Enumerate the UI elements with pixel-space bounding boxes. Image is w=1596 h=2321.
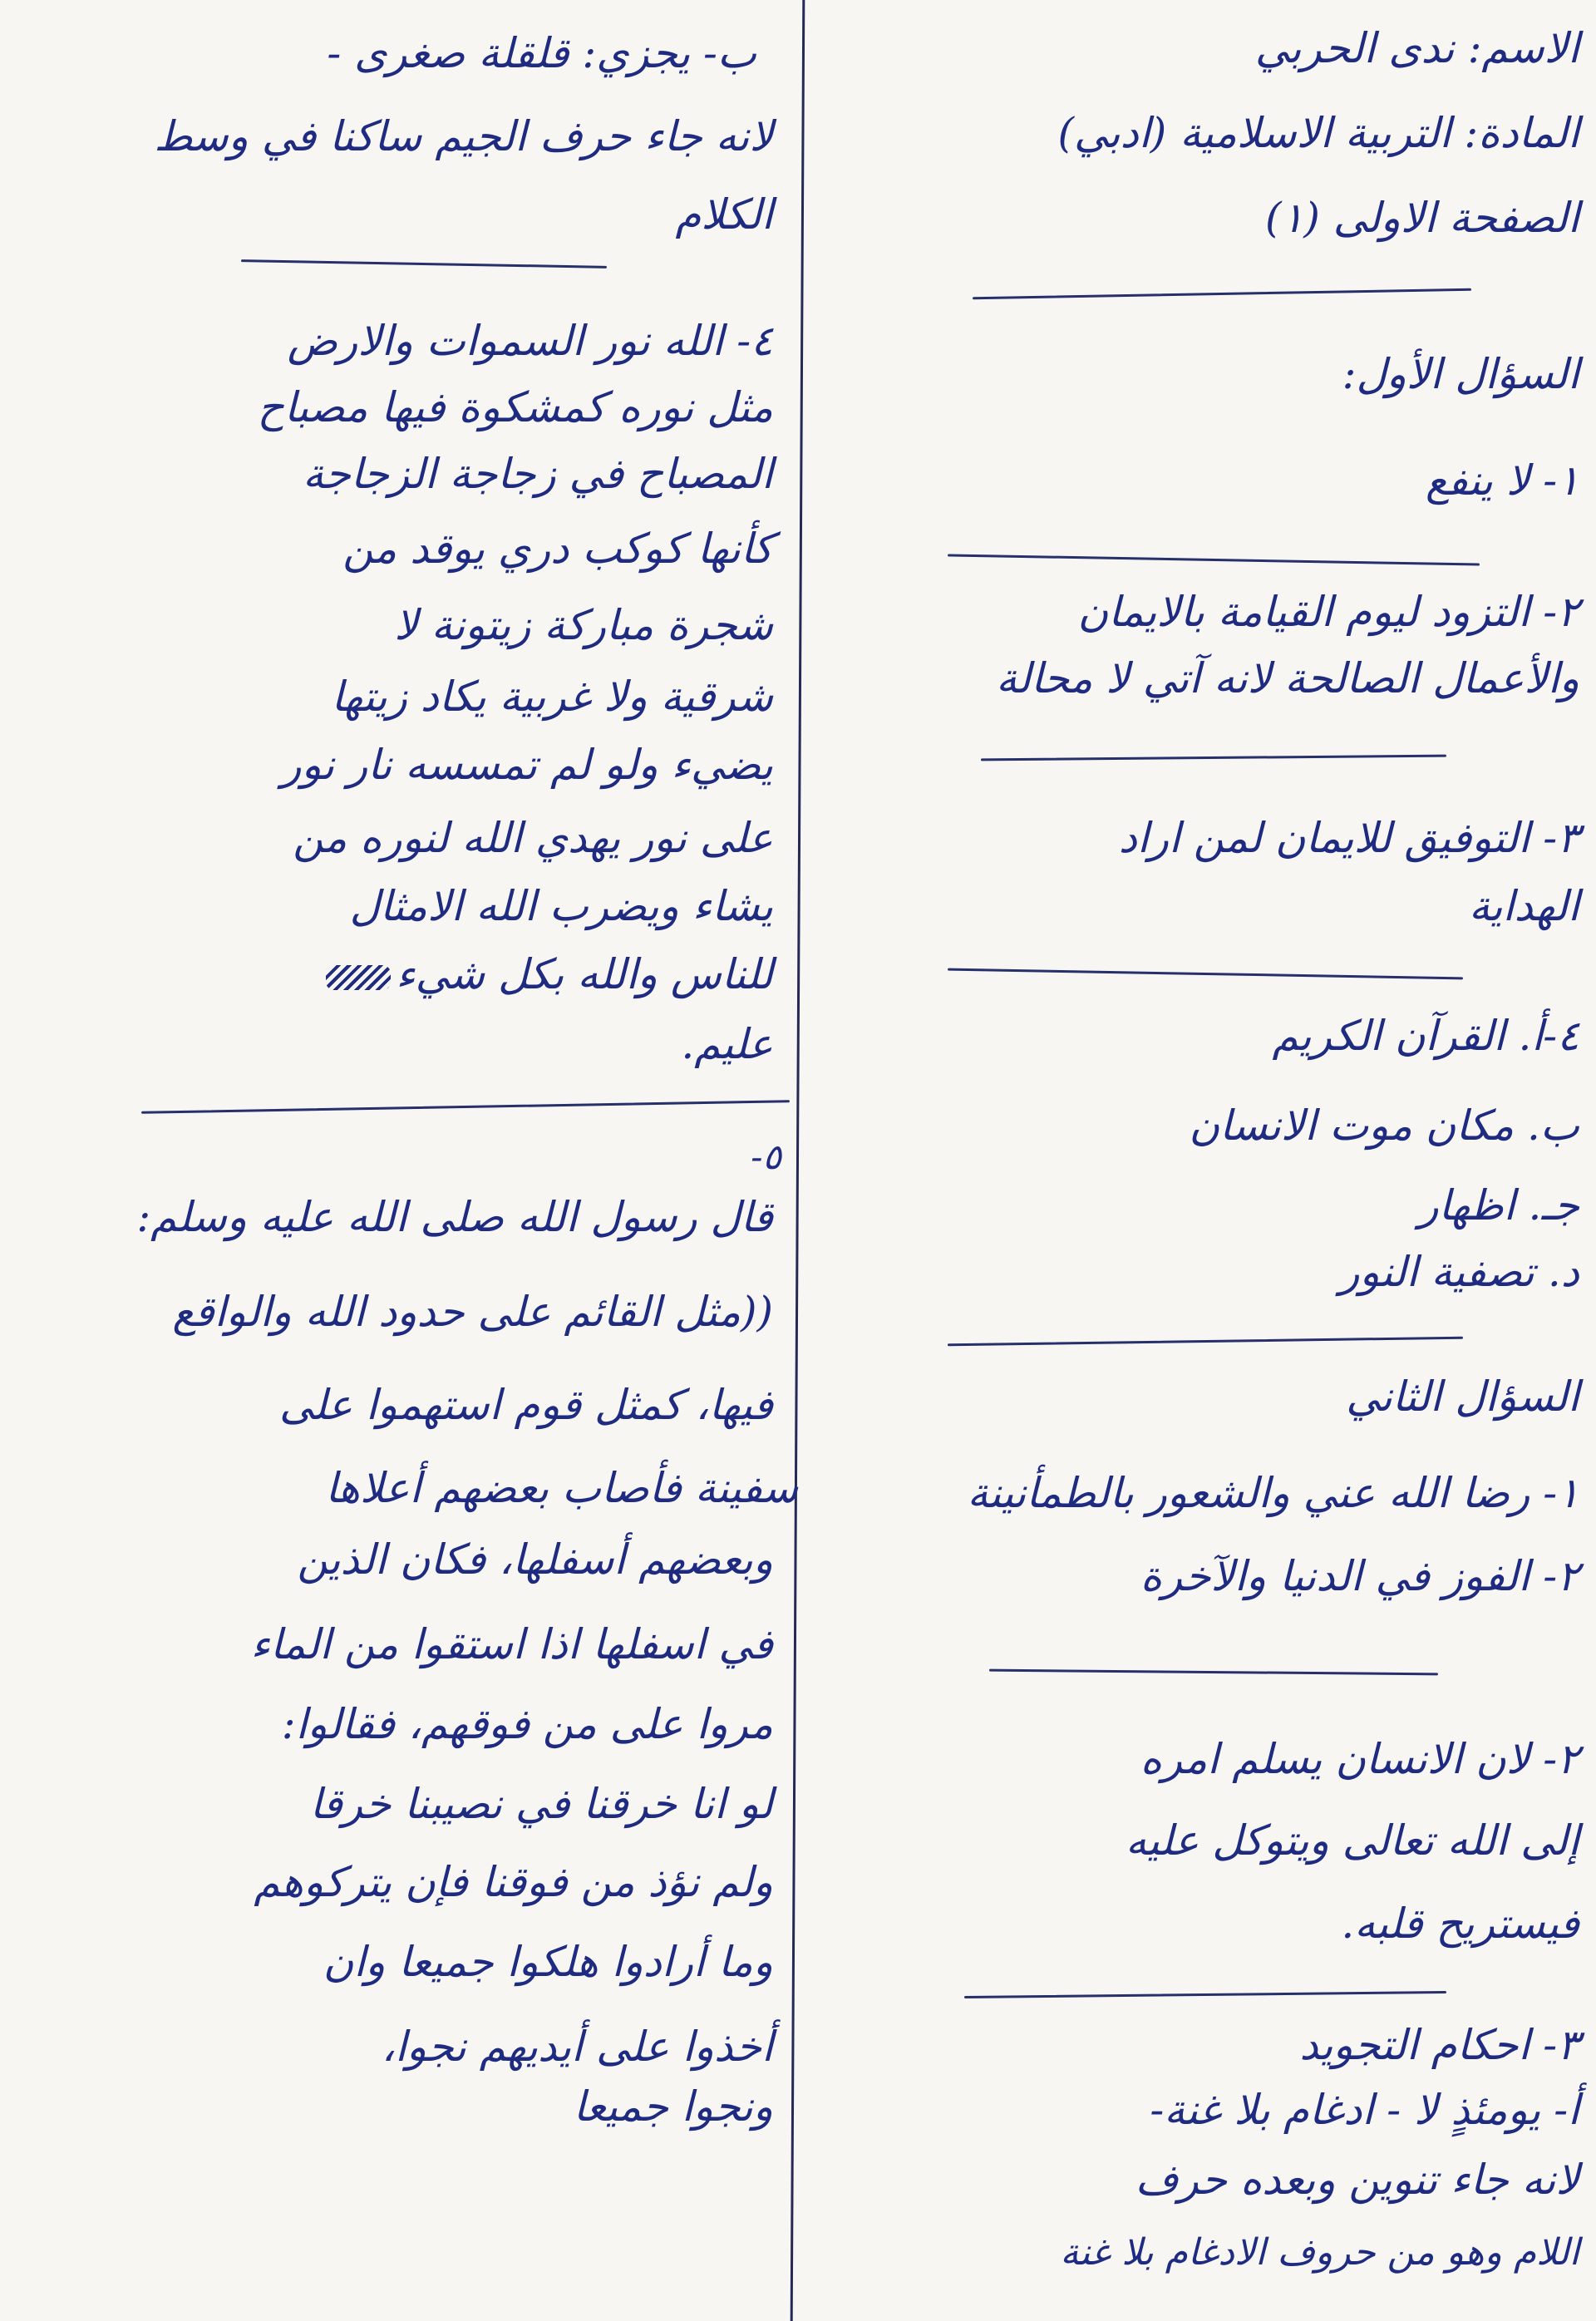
- q1-answer-2-line2: والأعمال الصالحة لانه آتي لا محالة: [996, 654, 1579, 702]
- q1-answer-3-line1: ٣- التوفيق للايمان لمن اراد: [1118, 814, 1579, 862]
- a5-line10: وما أرادوا هلكوا جميعا وان: [323, 1938, 773, 1986]
- q1-answer-4c: جـ. اظهار: [1418, 1181, 1579, 1229]
- a5-line11: أخذوا على أيديهم نجوا،: [381, 2023, 773, 2071]
- right-column: [805, 0, 1596, 2321]
- q2-b2-line1: ٢- لان الانسان يسلم امره: [1140, 1735, 1579, 1783]
- q2-c3-a: أ- يومئذٍ لا - ادغام بلا غنة-: [1150, 2086, 1579, 2134]
- separator-rule: [948, 1337, 1463, 1347]
- a4-line5: شجرة مباركة زيتونة لا: [394, 601, 773, 649]
- a5-line6: في اسفلها اذا استقوا من الماء: [250, 1620, 773, 1668]
- q1-answer-1: ١- لا ينفع: [1426, 456, 1579, 505]
- q1-answer-2-line1: ٢- التزود ليوم القيامة بالايمان: [1077, 588, 1579, 636]
- a4-line8: على نور يهدي الله لنوره من: [293, 814, 773, 862]
- separator-rule: [141, 1100, 790, 1114]
- a4-line6: شرقية ولا غربية يكاد زيتها: [331, 673, 773, 721]
- a5-line5: وبعضهم أسفلها، فكان الذين: [297, 1535, 773, 1584]
- q1-answer-3-line2: الهداية: [1468, 882, 1579, 930]
- a5-line7: مروا على من فوقهم، فقالوا:: [281, 1700, 773, 1748]
- separator-rule: [241, 259, 607, 269]
- separator-rule: [948, 554, 1480, 565]
- subject-line: المادة: التربية الاسلامية (ادبي): [1057, 109, 1579, 157]
- q2-c3-line2: لانه جاء تنوين وبعده حرف: [1135, 2156, 1579, 2204]
- a5-line1: قال رسول الله صلى الله عليه وسلم:: [136, 1193, 773, 1241]
- a5-line2: ((مثل القائم على حدود الله والواقع: [172, 1288, 773, 1336]
- a5-line3: فيها، كمثل قوم استهموا على: [279, 1381, 773, 1429]
- a4-line9: يشاء ويضرب الله الامثال: [349, 882, 773, 930]
- separator-rule: [973, 288, 1471, 299]
- question-1-title: السؤال الأول:: [1342, 350, 1579, 398]
- page-number: الصفحة الاولى (١): [1265, 194, 1579, 242]
- separator-rule: [948, 968, 1463, 980]
- a5-number: ٥-: [751, 1136, 781, 1177]
- a4-line2: مثل نوره كمشكوة فيها مصباح: [257, 383, 773, 431]
- crossed-out-scribble: [326, 965, 391, 990]
- separator-rule: [981, 755, 1446, 761]
- q1-answer-4a: ٤-أ. القرآن الكريم: [1272, 1012, 1579, 1060]
- q1-answer-4d: د. تصفية النور: [1339, 1248, 1579, 1296]
- separator-rule: [964, 1991, 1446, 1998]
- a4-line7: يضيء ولو لم تمسسه نار نور: [281, 741, 773, 789]
- student-name: الاسم: ندى الحربي: [1254, 24, 1579, 72]
- q2-c3-title: ٣- احكام التجويد: [1299, 2021, 1579, 2069]
- a4-line4: كأنها كوكب دري يوقد من: [342, 525, 773, 573]
- a5-line4: سفينة فأصاب بعضهم أعلاها: [325, 1464, 798, 1512]
- b-top-line3: الكلام: [675, 190, 773, 239]
- q2-answer-1: ١- رضا الله عني والشعور بالطمأنينة: [967, 1469, 1579, 1517]
- a4-line1: ٤- الله نور السموات والارض: [287, 317, 773, 365]
- column-divider: [791, 0, 805, 2321]
- a4-line3: المصباح في زجاجة الزجاجة: [303, 450, 773, 498]
- q2-b2-line2: إلى الله تعالى ويتوكل عليه: [1126, 1816, 1579, 1865]
- q2-c3-line3: اللام وهو من حروف الادغام بلا غنة: [1060, 2231, 1579, 2274]
- a4-line11: عليم.: [681, 1020, 773, 1068]
- q2-answer-2: ٢- الفوز في الدنيا والآخرة: [1140, 1552, 1579, 1600]
- b-top-line2: لانه جاء حرف الجيم ساكنا في وسط: [154, 112, 773, 160]
- b-top-line1: ب- يجزي: قلقلة صغرى -: [327, 29, 756, 77]
- a4-line10: للناس والله بكل شيء: [321, 949, 773, 999]
- q2-b2-line3: فيستريح قلبه.: [1341, 1900, 1579, 1948]
- a5-line8: لو انا خرقنا في نصيبنا خرقا: [309, 1780, 773, 1828]
- a5-line9: ولم نؤذ من فوقنا فإن يتركوهم: [254, 1858, 773, 1906]
- question-2-title: السؤال الثاني: [1346, 1372, 1579, 1421]
- separator-rule: [989, 1669, 1438, 1676]
- a5-line12: ونجوا جميعا: [573, 2082, 773, 2131]
- q1-answer-4b: ب. مكان موت الانسان: [1189, 1101, 1579, 1150]
